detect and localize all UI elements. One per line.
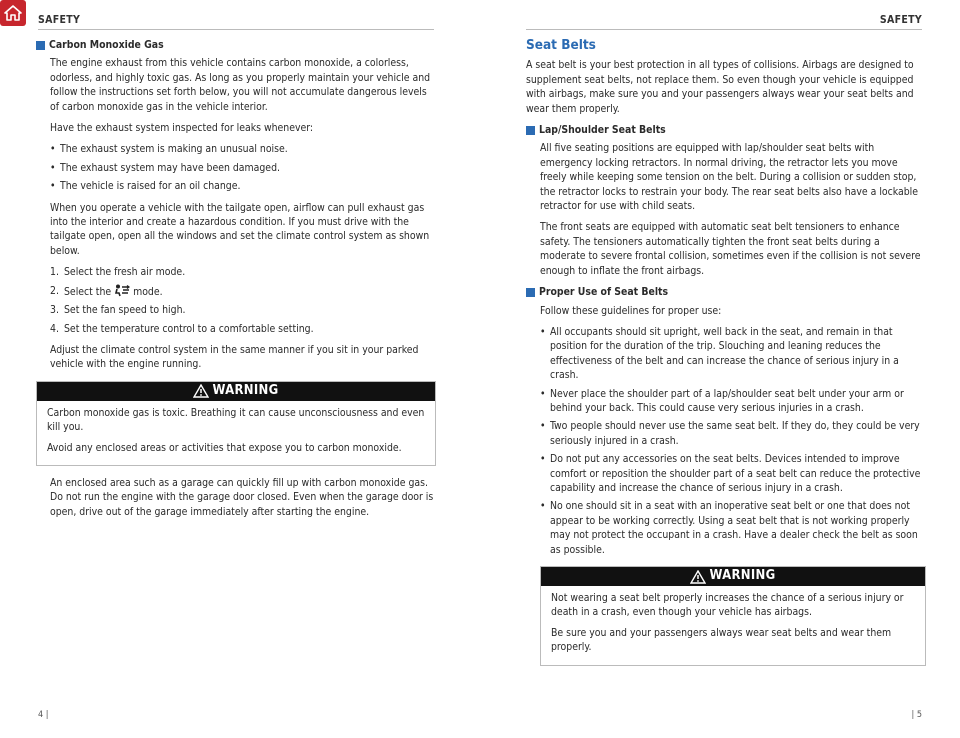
warning-body: Not wearing a seat belt properly increases the chance of a serious injury or death in a crash, even though your vehicle has airbags. Be sure you and your passengers always wear seat belts and wear them properly. (551, 592, 904, 654)
list-item: • No one should sit in a seat with an inoperative seat belt or one that does not appear to be working correctly. Using a seat belt that is not working properly may not protect the occupant in a crash. Have a dealer check the belt as soon as possible. (540, 499, 926, 557)
page-number: | 5 (911, 710, 922, 720)
lap-shoulder-body: All five seating positions are equipped with lap/shoulder seat belts with emergency locking retractors. In normal driving, the retractor lets you move freely while keeping some tension on the belt. During a collision or sudden stop, the retractor locks to restrain your body. The rear seat belts also have a lockable retractor for use with child seats. The front seats are equipped with automatic seat belt tensioners to enhance safety. The tensioners automatically tighten the front seat belts during a moderate to severe frontal collision, sometimes even if the collision is not severe enough to inflate the front airbags. (540, 142, 921, 277)
inspect-list (50, 142, 436, 193)
step-item: 1. Select the fresh air mode. (50, 266, 186, 279)
list-item: • The exhaust system is making an unusual noise. (50, 142, 436, 156)
header-rule (526, 29, 922, 30)
step-item: 2. Select the mode. (50, 284, 163, 298)
right-page (480, 0, 960, 738)
square-bullet-icon (526, 288, 535, 297)
enclosed-area-section (36, 476, 436, 519)
enclosed-paragraph: An enclosed area such as a garage can quickly fill up with carbon monoxide gas. Do not run the engine with the garage door closed. Even when the garage door is open, drive out of the garage immediately after starting the engine. (50, 476, 434, 518)
step-item: 4. Set the temperature control to a comfortable setting. (50, 322, 314, 335)
steps-list (50, 265, 436, 336)
home-icon (4, 5, 22, 21)
list-item: • All occupants should sit upright, well back in the seat, and remain in that position for the duration of the trip. Slouching and leaning reduces the effectiveness of the belt and can increase the chance of serious injury in a crash. (540, 325, 926, 383)
warning-triangle-icon (690, 570, 706, 584)
adjust-paragraph: Adjust the climate control system in the same manner if you sit in your parked vehicle with the engine running. (50, 343, 419, 371)
list-item: • The vehicle is raised for an oil change. (50, 179, 436, 193)
list-item: • Two people should never use the same seat belt. If they do, they could be very seriously injured in a crash. (540, 419, 926, 448)
proper-use-list (540, 325, 926, 557)
list-item: • The exhaust system may have been damaged. (50, 161, 436, 175)
seat-belts-intro: A seat belt is your best protection in all types of collisions. Airbags are designed to supplement seat belts, not replace them. So even though your vehicle is equipped with airbags, make sure you and your passengers always wear your seat belts and wear them properly. (526, 59, 914, 115)
list-item: • Do not put any accessories on the seat belts. Devices intended to improve comfort or reposition the shoulder part of a seat belt can reduce the protective capability and increase the chance of serious injury in a crash. (540, 452, 926, 495)
page-title: Seat Belts (526, 37, 596, 53)
warning-triangle-icon (193, 384, 209, 398)
vent-mode-icon (114, 284, 130, 297)
subheading-carbon-monoxide: Carbon Monoxide Gas (36, 38, 436, 52)
subheading-proper-use: Proper Use of Seat Belts (526, 285, 926, 299)
step-item: 3. Set the fan speed to high. (50, 304, 186, 317)
subheading-lap-shoulder: Lap/Shoulder Seat Belts (526, 123, 926, 137)
inspect-paragraph: Have the exhaust system inspected for leaks whenever: (50, 122, 314, 135)
tailgate-paragraph: When you operate a vehicle with the tailgate open, airflow can pull exhaust gas into the interior and create a hazardous condition. If you must drive with the tailgate open, open all the windows and set the climate control system as shown below. (50, 201, 430, 257)
list-item: • Never place the shoulder part of a lap/shoulder seat belt under your arm or behind your back. This could cause very serious injuries in a crash. (540, 387, 926, 416)
square-bullet-icon (526, 126, 535, 135)
warning-body: Carbon monoxide gas is toxic. Breathing it can cause unconsciousness and even kill you. Avoid any enclosed areas or activities that expose you to carbon monoxide. (47, 406, 425, 454)
warning-box-carbon-monoxide (36, 381, 436, 466)
carbon-monoxide-body (36, 56, 436, 371)
page-number: 4 | (38, 710, 49, 720)
section-label: SAFETY (879, 14, 922, 26)
left-column (36, 38, 436, 526)
header-rule (38, 29, 434, 30)
warning-box-seat-belt (540, 566, 926, 666)
home-button[interactable] (0, 0, 26, 26)
intro-paragraph: The engine exhaust from this vehicle contains carbon monoxide, a colorless, odorless, and highly toxic gas. As long as you properly maintain your vehicle and follow the instructions set forth below, you will not accumulate dangerous levels of carbon monoxide gas in the vehicle interior. (50, 57, 431, 113)
warning-header: WARNING (37, 382, 435, 401)
square-bullet-icon (36, 41, 45, 50)
proper-use-body: Follow these guidelines for proper use: • All occupants should sit upright, well back in the seat, and remain in that position for the duration of the trip. Slouching and leaning reduces the effectiveness of the belt and can increase the chance of serious injury in a crash. • Never place the shoulder part of a lap/shoulder seat belt under your arm or behind your back. This could cause very serious injuries in a crash. • Two people should never use the same seat belt. If they do, they could be very seriously injured in a crash. • Do not put any accessories on the seat belts. Devices intended to improve comfort or reposition the shoulder part of a seat belt can reduce the protective capability and increase the chance of serious injury in a crash. • No one should sit in a seat with an inoperative seat belt or one that does not appear to be working correctly. Using a seat belt that is not working properly may not protect the occupant in a crash. Have a dealer check the belt as soon as possible. WARNING Not wearing a seat belt properly increases the chance of a serious injury or death in a crash, even though your vehicle has airbags. Be sure you and your passengers always wear seat belts and wear them properly. (526, 304, 926, 666)
right-column (526, 38, 926, 676)
section-label: SAFETY (38, 14, 81, 26)
warning-header: WARNING (541, 567, 925, 586)
